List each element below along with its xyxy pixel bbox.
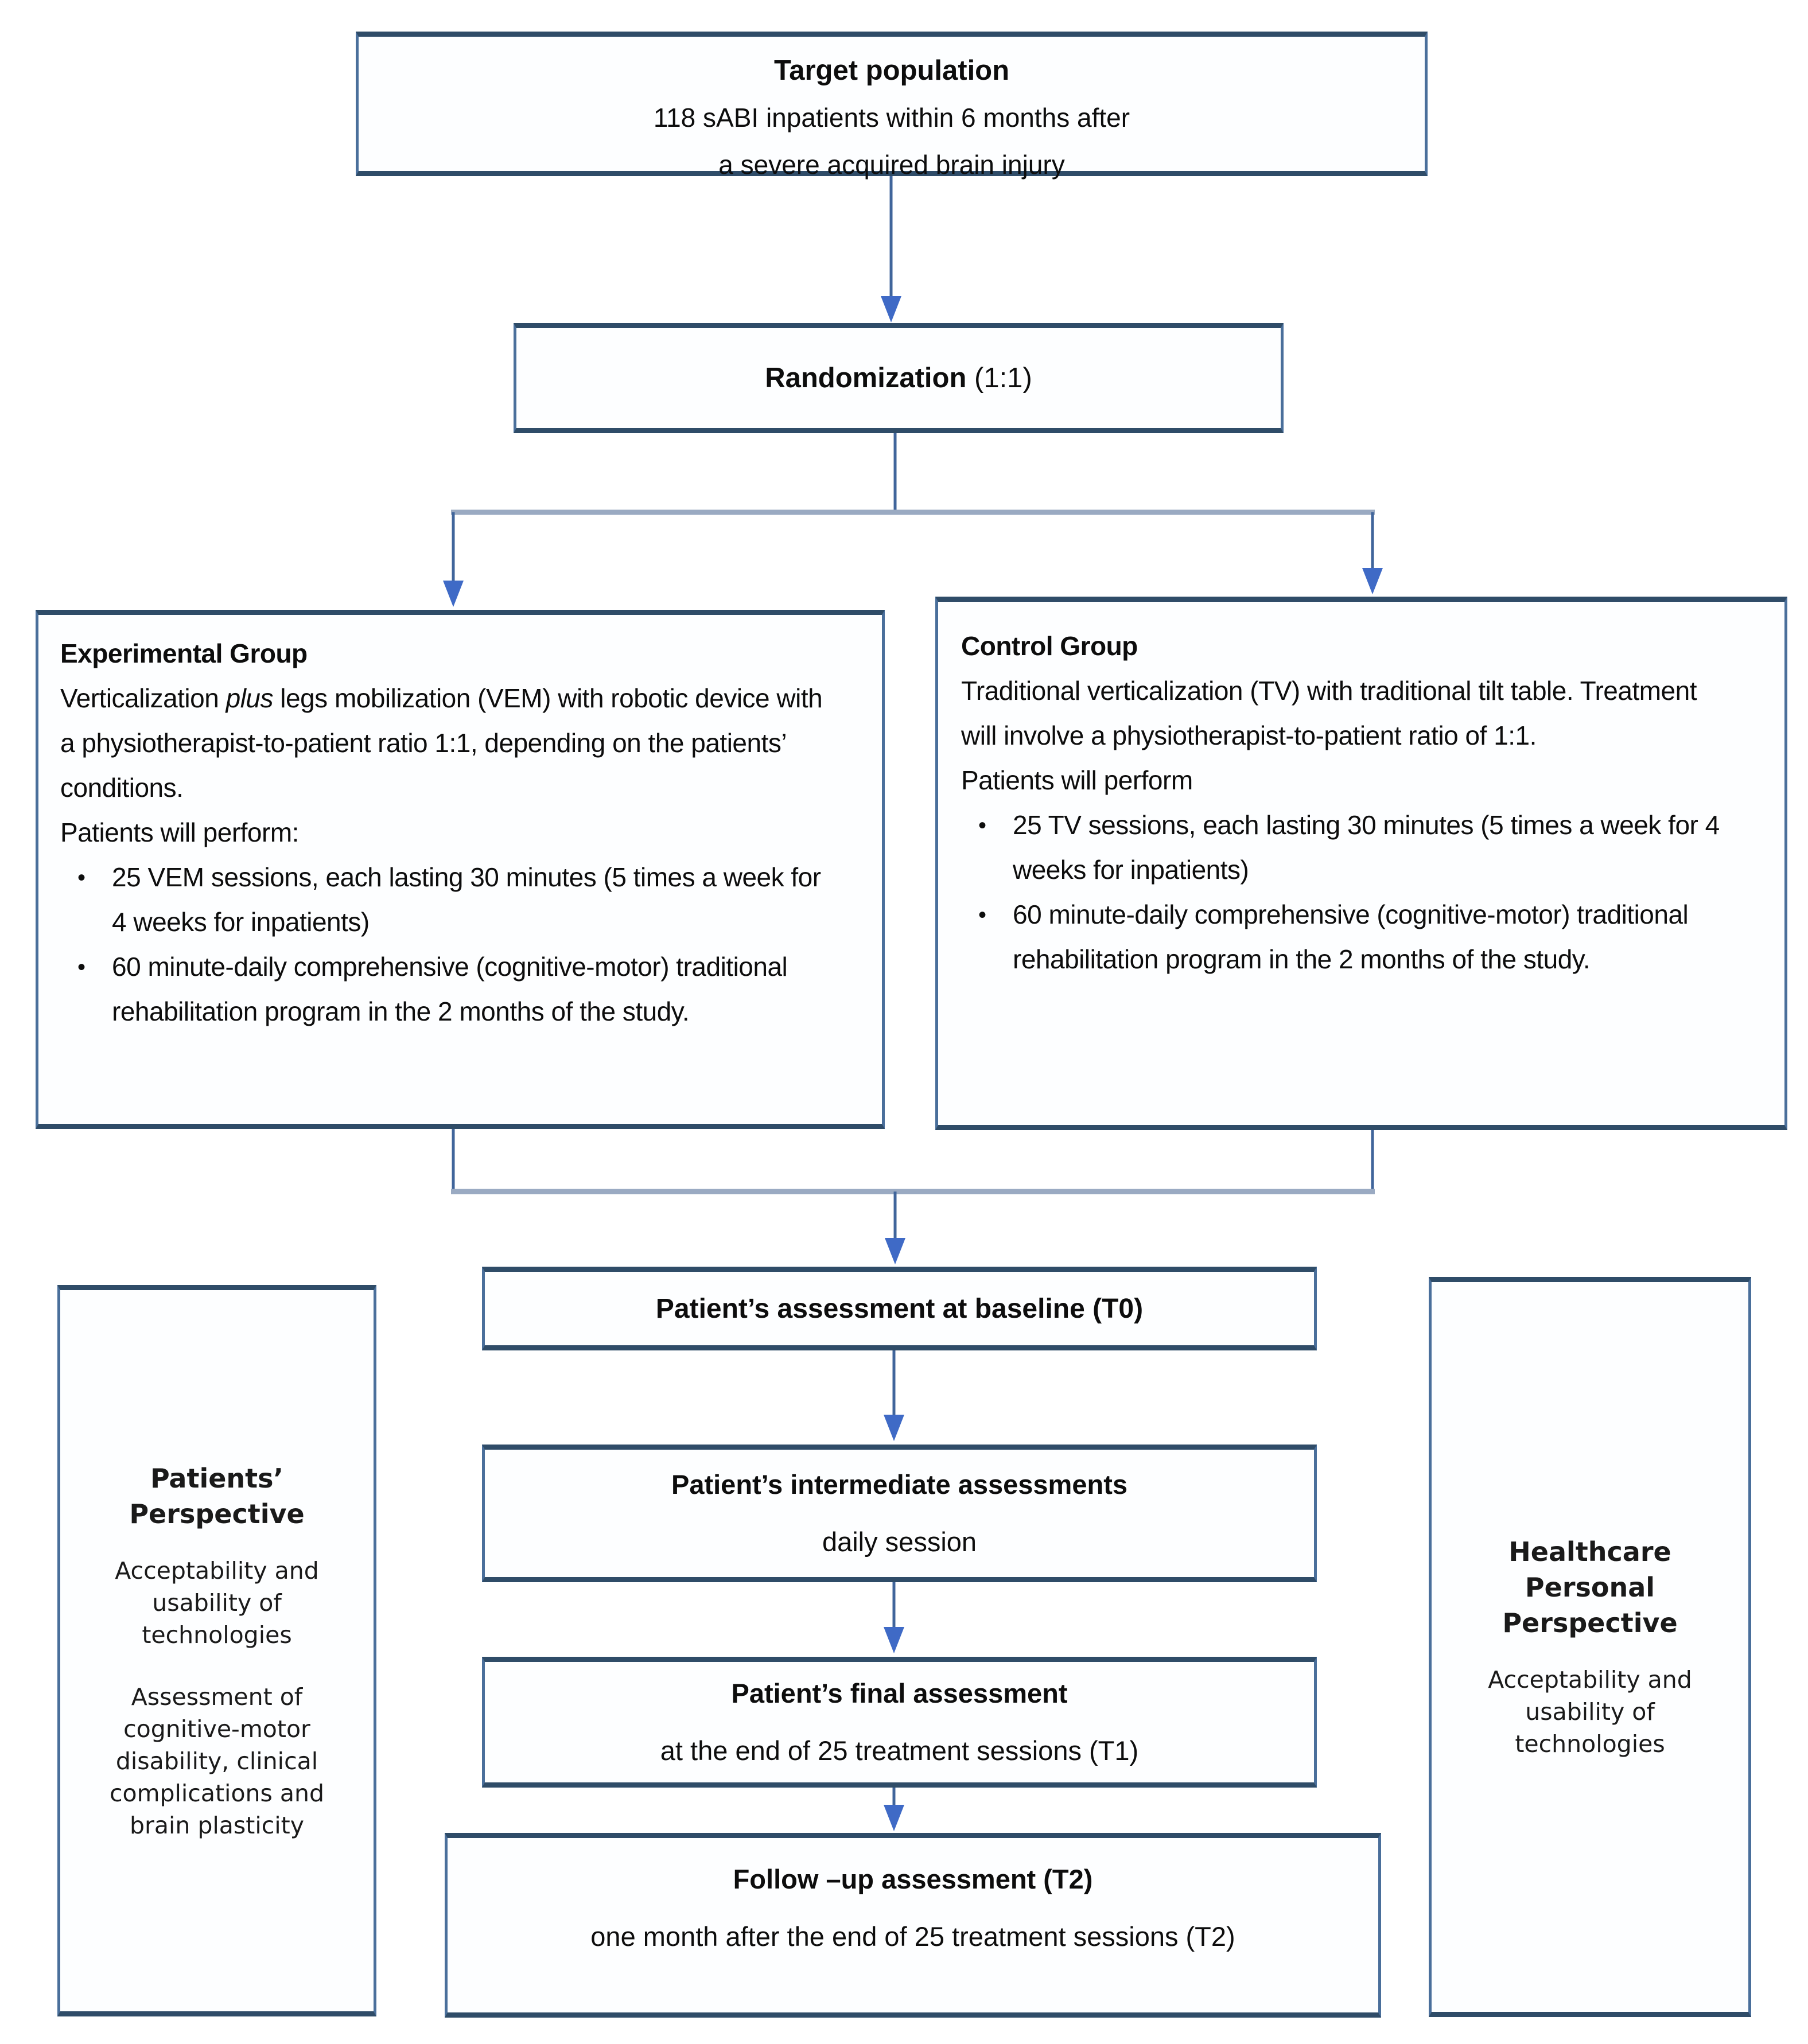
- experimental-group-heading: Experimental Group: [60, 638, 308, 668]
- final-assessment-box: [482, 1657, 1317, 1788]
- randomization-label-bold: Randomization: [765, 363, 967, 394]
- target-population-heading: Target population: [773, 55, 1010, 86]
- final-assessment-title: Patient’s final assessment: [731, 1678, 1068, 1708]
- experimental-bullet-2: • 60 minute-daily comprehensive (cognitive-motor) traditional rehabilitation program in the 2 months of the study.: [112, 944, 825, 1034]
- arrowhead-t0: [885, 1238, 905, 1264]
- baseline-assessment-label: Patient’s assessment at baseline (T0): [655, 1293, 1144, 1324]
- control-group-box: [935, 597, 1787, 1130]
- control-bullet-1: • 25 TV sessions, each lasting 30 minutes (5 times a week for 4 weeks for inpatients): [1013, 803, 1730, 892]
- patients-perspective-heading: Patients’ Perspective: [129, 1462, 305, 1529]
- target-population-line-2: 118 sABI inpatients within 6 months after: [653, 103, 1130, 133]
- arrowhead-experimental: [443, 581, 464, 607]
- control-group-heading: Control Group: [961, 631, 1138, 661]
- final-assessment-subtitle: at the end of 25 treatment sessions (T1): [660, 1735, 1139, 1766]
- control-bullet-list: [961, 803, 1730, 982]
- arrowhead-final: [884, 1627, 904, 1653]
- intermediate-assessment-title: Patient’s intermediate assessments: [671, 1469, 1127, 1500]
- experimental-group-box: [36, 610, 885, 1129]
- patients-perspective-paragraph-1: Acceptability and usability of technologies: [115, 1556, 319, 1649]
- arrowhead-control: [1362, 568, 1383, 594]
- arrowhead-randomization: [881, 296, 901, 322]
- experimental-bullet-list: [60, 855, 825, 1034]
- experimental-group-description: [60, 676, 825, 810]
- experimental-description-italic: plus: [225, 683, 273, 713]
- arrowhead-followup: [884, 1805, 904, 1831]
- experimental-perform-line: Patients will perform:: [60, 817, 299, 847]
- followup-assessment-title: Follow –up assessment (T2): [733, 1864, 1093, 1894]
- randomization-box: [514, 323, 1284, 433]
- randomization-label-ratio: (1:1): [966, 363, 1032, 394]
- control-perform-line: Patients will perform: [961, 765, 1193, 795]
- experimental-description-pre: Verticalization: [60, 683, 226, 713]
- patients-perspective-box: [57, 1285, 376, 2016]
- arrowhead-intermediate: [884, 1415, 904, 1441]
- intermediate-assessment-box: [482, 1445, 1317, 1582]
- healthcare-perspective-heading: Healthcare Personal Perspective: [1502, 1536, 1678, 1638]
- healthcare-perspective-box: [1429, 1277, 1751, 2017]
- baseline-assessment-box: [482, 1267, 1317, 1350]
- control-group-description: Traditional verticalization (TV) with traditional tilt table. Treatment will involve a physiotherapist-to-patient ratio of 1:1.: [961, 676, 1697, 750]
- healthcare-perspective-paragraph-1: Acceptability and usability of technologies: [1488, 1666, 1692, 1758]
- patients-perspective-paragraph-2: Assessment of cognitive-motor disability, clinical complications and brain plasticity: [109, 1683, 325, 1839]
- followup-assessment-box: [445, 1833, 1381, 2018]
- experimental-bullet-1: • 25 VEM sessions, each lasting 30 minutes (5 times a week for 4 weeks for inpatients): [112, 855, 825, 944]
- target-population-box: [356, 32, 1428, 180]
- target-population-line-3: a severe acquired brain injury: [718, 150, 1065, 180]
- followup-assessment-subtitle: one month after the end of 25 treatment sessions (T2): [590, 1921, 1235, 1952]
- intermediate-assessment-subtitle: daily session: [822, 1527, 977, 1557]
- randomization-label: [765, 362, 1032, 394]
- experimental-description-post: legs mobilization (VEM) with robotic device with a physiotherapist-to-patient ratio 1:1, depending on the patients’ conditions.: [60, 683, 823, 803]
- control-bullet-2: • 60 minute-daily comprehensive (cognitive-motor) traditional rehabilitation program in the 2 months of the study.: [1013, 892, 1730, 982]
